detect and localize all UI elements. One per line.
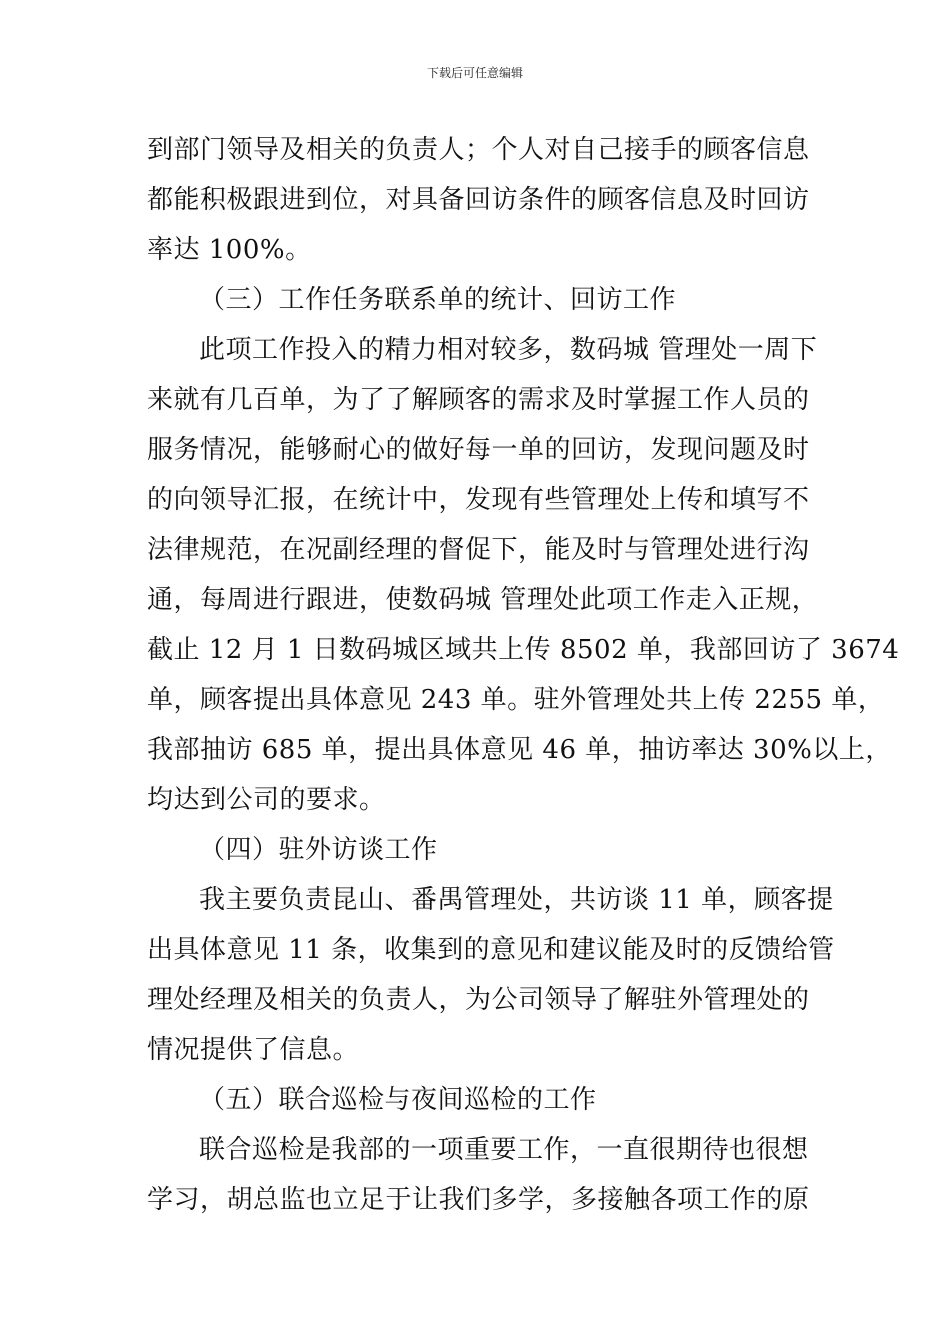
text-line: 到部门领导及相关的负责人；个人对自己接手的顾客信息 (147, 135, 810, 165)
text-line: 出具体意见 11 条，收集到的意见和建议能及时的反馈给管 (147, 935, 835, 965)
section-heading: （三）工作任务联系单的统计、回访工作 (199, 285, 677, 315)
text-line: 我主要负责昆山、番禺管理处，共访谈 11 单，顾客提 (199, 885, 834, 915)
text-line: 单，顾客提出具体意见 243 单。驻外管理处共上传 2255 单， (147, 685, 885, 715)
text-line: 均达到公司的要求。 (147, 785, 386, 815)
text-line: 法律规范，在况副经理的督促下，能及时与管理处进行沟 (147, 535, 810, 565)
section-heading: （四）驻外访谈工作 (199, 835, 438, 865)
page-header: 下载后可任意编辑 (426, 66, 523, 80)
text-line: 学习，胡总监也立足于让我们多学，多接触各项工作的原 (147, 1185, 810, 1215)
text-line: 的向领导汇报，在统计中，发现有些管理处上传和填写不 (147, 485, 810, 515)
text-line: 我部抽访 685 单，提出具体意见 46 单，抽访率达 30%以上， (147, 735, 892, 765)
text-line: 服务情况，能够耐心的做好每一单的回访，发现问题及时 (147, 435, 810, 465)
text-line: 截止 12 月 1 日数码城区域共上传 8502 单，我部回访了 3674 (147, 635, 900, 665)
text-line: 都能积极跟进到位，对具备回访条件的顾客信息及时回访 (147, 185, 810, 215)
text-line: 通，每周进行跟进，使数码城 管理处此项工作走入正规， (147, 585, 819, 615)
text-line: 此项工作投入的精力相对较多，数码城 管理处一周下 (199, 335, 818, 365)
section-heading: （五）联合巡检与夜间巡检的工作 (199, 1085, 597, 1115)
document-body (147, 125, 900, 1225)
text-line: 来就有几百单，为了了解顾客的需求及时掌握工作人员的 (147, 385, 810, 415)
text-line: 理处经理及相关的负责人，为公司领导了解驻外管理处的 (147, 985, 810, 1015)
text-line: 情况提供了信息。 (147, 1035, 360, 1065)
text-line: 率达 100%。 (147, 235, 312, 265)
text-line: 联合巡检是我部的一项重要工作，一直很期待也很想 (199, 1135, 809, 1165)
